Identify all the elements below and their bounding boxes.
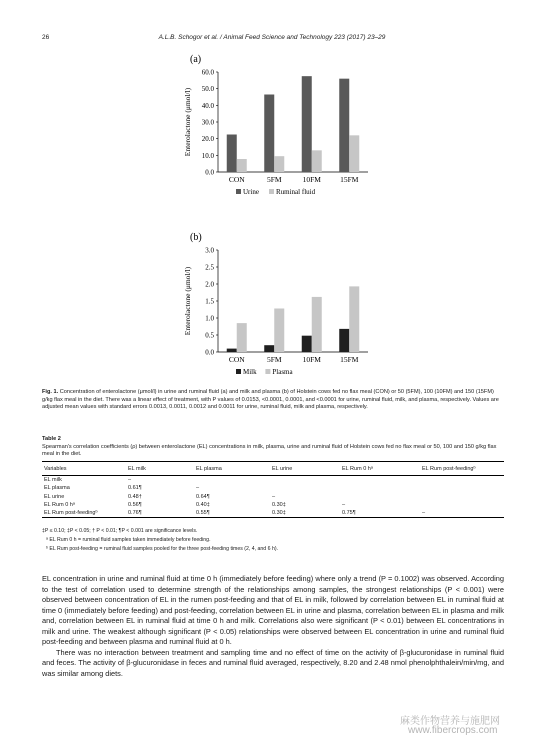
x-tick-label: 5FM [266,355,282,364]
table-cell [420,484,504,492]
y-tick-label: 10.0 [201,151,214,160]
column-header: EL milk [126,462,194,476]
x-tick-label: CON [228,175,245,184]
table-footnotes [42,527,504,554]
table-row [42,509,504,518]
legend-swatch [269,189,274,194]
table-cell: 0.30‡ [272,502,286,509]
table-cell [270,484,340,492]
bar-ruminal-fluid [349,135,359,172]
legend-label: Plasma [272,368,293,376]
y-tick-label: 3.0 [205,246,214,255]
legend-swatch [236,369,241,374]
body-text [42,574,504,679]
y-tick-label: 0.0 [205,168,214,177]
table-cell: 0.48† [128,493,142,500]
table-cell: EL plasma [44,485,70,492]
figure-caption [42,389,504,412]
bar-milk [339,329,349,352]
bar-plasma [312,297,322,352]
table-cell: EL Rum 0 hᵃ [44,502,75,509]
table-cell: EL milk [44,477,62,484]
table-cell: 0.30‡ [270,509,340,518]
table-cell [340,493,420,501]
body-paragraph: EL concentration in urine and ruminal fluid at time 0 h (immediately before feeding) where only a trend (P = 0.1002) was observed. According to the test of correlation used to determine strength of the relationships among samples, the strongest relationships (P < 0.001) were observed between concentration of EL in the rumen post-feeding and that of EL in milk, followed by correlation between EL in ruminal fluid at time 0 (immediately before feeding) and post-feeding, correlation between EL in urine and plasma, correlation between EL in plasma and milk and, correlation between EL in ruminal fluid at time 0 h and milk. Correlations also were significant (P < 0.01) between EL concentrations in milk and urine. The weakest although significant (P < 0.05) relationships were observed between EL concentration in urine and ruminal fluid post-feeding and between plasma and ruminal fluid at 0 h. [42,574,504,646]
table-row [42,501,504,509]
bar-ruminal-fluid [237,159,247,172]
figure-panel-b [170,224,390,386]
y-tick-label: 1.5 [205,297,214,306]
table-cell: 0.75¶ [340,509,420,518]
bar-urine [264,95,274,173]
table-cell [270,476,340,485]
table-cell: – [272,493,276,500]
table-cell: EL Rum post-feedingᵇ [42,509,126,518]
panel-label: (b) [190,232,202,243]
figure-panel-a [170,46,390,216]
y-tick-label: 2.0 [205,280,214,289]
legend-label: Urine [243,188,259,196]
running-head: A.L.B. Schogor et al. / Animal Feed Science and Technology 223 (2017) 23–29 [158,34,386,41]
y-tick-label: 50.0 [201,85,214,94]
y-tick-label: 20.0 [201,135,214,144]
x-tick-label: 10FM [302,355,321,364]
watermark-line: www.fibercrops.com [408,725,498,736]
x-tick-label: 15FM [340,175,359,184]
table-header-row [42,462,504,476]
table-cell [340,484,420,492]
bar-ruminal-fluid [312,150,322,172]
bar-plasma [349,286,359,352]
bar-plasma [237,323,247,352]
y-tick-label: 30.0 [201,118,214,127]
correlation-table [42,461,504,518]
bar-milk [264,345,274,352]
table-cell [194,476,270,485]
table-cell: 0.61¶ [128,485,142,492]
table-cell: EL urine [44,493,65,500]
y-tick-label: 40.0 [201,101,214,110]
table-cell: – [420,509,504,518]
table-cell: 0.76¶ [126,509,194,518]
y-tick-label: 0.0 [205,348,214,357]
column-header: EL Rum 0 hᵃ [340,462,420,476]
table-cell: – [128,477,132,484]
legend-label: Milk [243,368,257,376]
table-cell: 0.55¶ [194,509,270,518]
x-tick-label: 15FM [340,355,359,364]
y-axis-label: Enterolactone (μmol/l) [183,266,192,336]
figure-caption-text: Concentration of enterolactone (μmol/l) in urine and ruminal fluid (a) and milk and plasma (b) of Holstein cows fed no flax meal (CON) or 50 (5FM), 100 (10FM) and 150 (15FM) g/kg flax meal in the diet. There was a linear effect of treatment, with P values of 0.0153, <0.0001, 0.0001, and <0.0001 for urine, ruminal fluid, milk, and plasma, respectively. Values are adjusted mean values with standard errors 0.0013, 0.0011, 0.0012 and 0.0011 for urine, ruminal fluid, milk and plasma, respectively. [42,389,499,411]
bar-ruminal-fluid [274,156,284,172]
watermark-line: 麻类作物营养与施肥网 [400,716,500,727]
y-tick-label: 0.5 [205,331,214,340]
column-header: Variables [42,462,126,476]
bar-milk [227,349,237,352]
legend-swatch [265,369,270,374]
table-row [42,484,504,492]
body-paragraph: There was no interaction between treatment and sampling time and no effect of time on the activity of β-glucuronidase in ruminal fluid and feces. The activity of β-glucuronidase in feces and ruminal fluid averaged, respectively, 8.20 and 2.48 nmol phenolphthalein/min/mg, and was similar among diets. [42,647,504,678]
x-tick-label: CON [228,355,245,364]
table-label: Table 2 [42,436,61,442]
bar-milk [302,336,312,352]
table-footnote: ‡P ≤ 0.10; ‡P < 0.05; † P < 0.01; ¶P < 0.001 are significance levels. [42,528,198,534]
x-tick-label: 5FM [266,175,282,184]
y-axis-label: Enterolactone (μmol/l) [183,87,192,157]
bar-urine [227,135,237,173]
table-footnote: ᵇ EL Rum post-feeding = ruminal fluid samples pooled for the three post-feeding times (2, 4, and 6 h). [46,546,279,552]
bar-urine [339,79,349,172]
table-cell: 0.40‡ [196,502,210,509]
table-cell [340,476,420,485]
table-row [42,493,504,501]
table-title: Spearman's correlation coefficients (ρ) between enterolactone (EL) concentrations in milk, plasma, urine and ruminal fluid of Holstein cows fed no flax meal or 50, 100 and 150 g/kg flax meal in the diet. [42,443,497,458]
legend-label: Ruminal fluid [276,188,316,196]
table-cell: – [342,502,346,509]
table-footnote: ᵃ EL Rum 0 h = ruminal fluid samples taken immediately before feeding. [46,537,211,543]
column-header: EL Rum post-feedingᵇ [420,462,504,476]
legend-swatch [236,189,241,194]
column-header: EL plasma [194,462,270,476]
y-tick-label: 1.0 [205,314,214,323]
table-cell: 0.56¶ [128,502,142,509]
y-tick-label: 60.0 [201,68,214,77]
panel-label: (a) [190,54,202,65]
page-number: 26 [42,34,50,41]
table-cell: – [196,485,200,492]
figure-caption-label: Fig. 1. [42,389,59,395]
x-tick-label: 10FM [302,175,321,184]
table-cell: 0.64¶ [196,493,210,500]
table-row [42,476,504,485]
bar-urine [302,76,312,172]
table-cell [420,501,504,509]
table-cell [420,493,504,501]
bar-plasma [274,308,284,352]
table-caption [42,436,504,459]
column-header: EL urine [270,462,340,476]
table-cell [420,476,504,485]
y-tick-label: 2.5 [205,263,214,272]
